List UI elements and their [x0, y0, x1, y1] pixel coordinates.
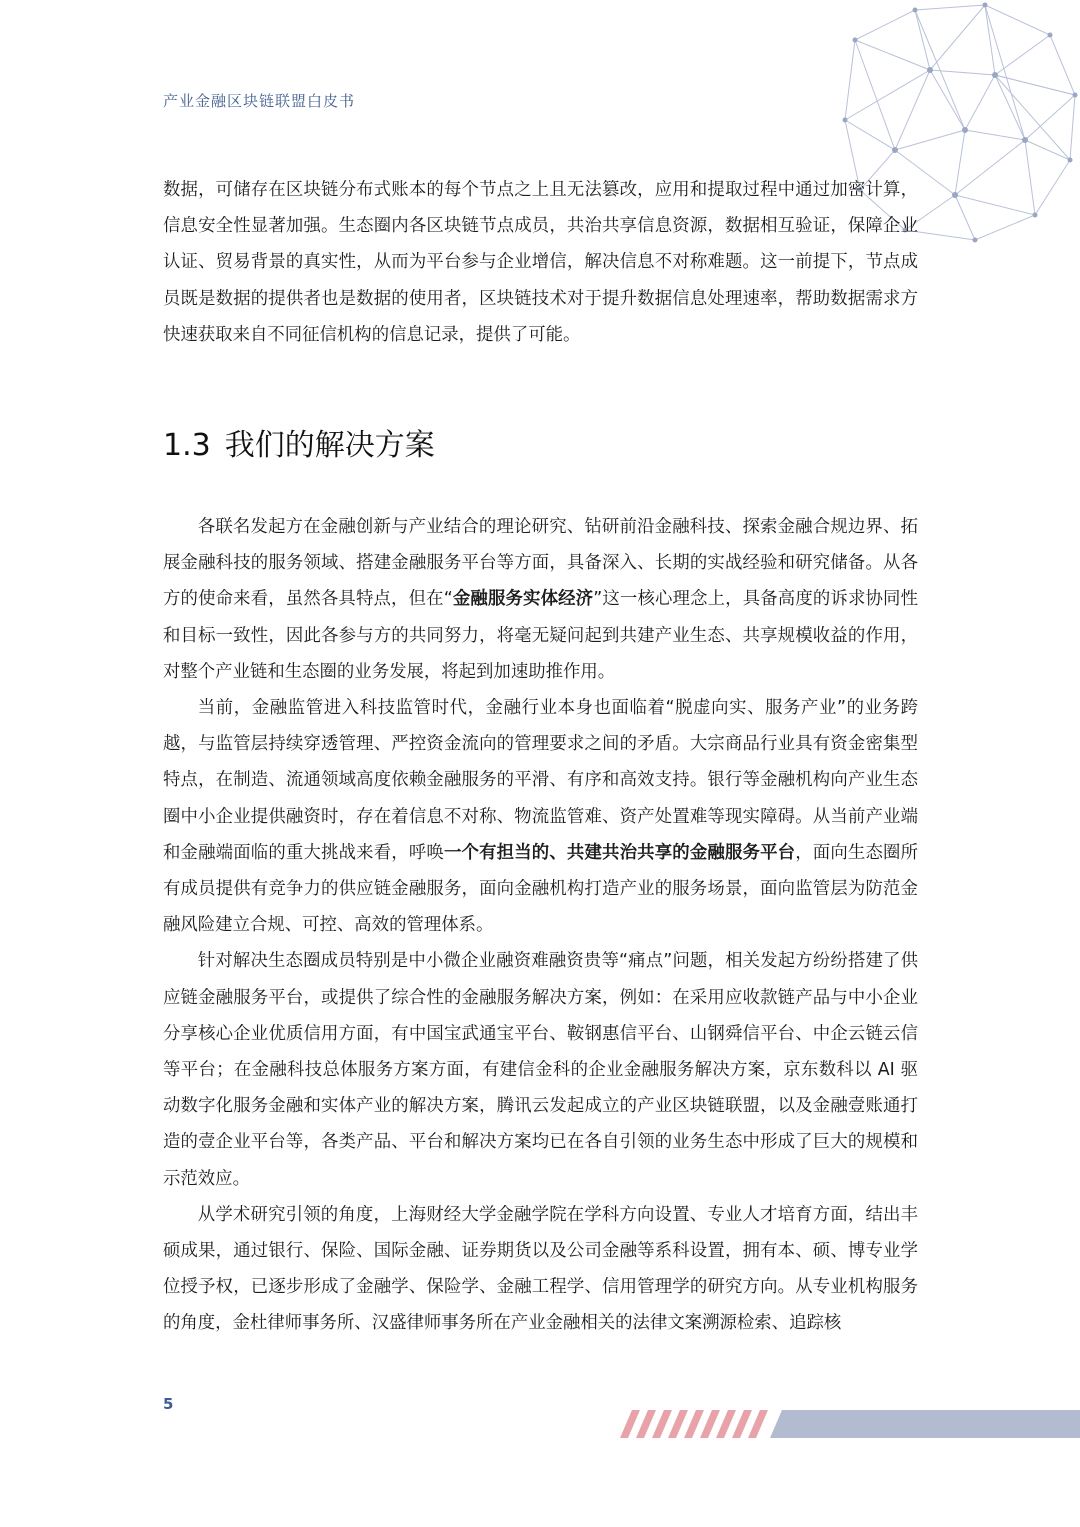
- section-title: 我们的解决方案: [224, 428, 435, 464]
- page-number: 5: [163, 1395, 174, 1413]
- paragraph-1-text: 各联名发起方在金融创新与产业结合的理论研究、钻研前沿金融科技、探索金融合规边界、拓展金融科技的服务领域、搭建金融服务平台等方面，具备深入、长期的实战经验和研究储备。从各方的使命来看，虽然各具特点，但在“: [163, 517, 918, 610]
- intro-paragraph: 数据，可储存在区块链分布式账本的每个节点之上且无法篡改，应用和提取过程中通过加密计算，信息安全性显著加强。生态圈内各区块链节点成员，共治共享信息资源，数据相互验证，保障企业认证、贸易背景的真实性，从而为平台参与企业增信，解决信息不对称难题。这一前提下，节点成员既是数据的提供者也是数据的使用者，区块链技术对于提升数据信息处理速率，帮助数据需求方快速获取来自不同征信机构的信息记录，提供了可能。: [163, 180, 918, 345]
- paragraph-2-text-end: ，面向生态圈所有成员提供有竞争力的供应链金融服务，面向金融机构打造产业的服务场景，面向监管层为防范金融风险建立合规、可控、高效的管理体系。: [163, 842, 918, 936]
- paragraph-1: [163, 509, 918, 690]
- paragraph-3: 针对解决生态圈成员特别是中小微企业融资难融资贵等“痛点”问题，相关发起方纷纷搭建了供应链金融服务平台，或提供了综合性的金融服务解决方案，例如：在采用应收款链产品与中小企业分享核心企业优质信用方面，有中国宝武通宝平台、鞍钢惠信平台、山钢舜信平台、中企云链云信等平台；在金融科技总体服务方案方面，有建信金科的企业金融服务解决方案，京东数科以 AI 驱动数字化服务金融和实体产业的解决方案，腾讯云发起成立的产业区块链联盟，以及金融壹账通打造的壹企业平台等，各类产品、平台和解决方案均已在各自引领的业务生态中形成了巨大的规模和示范效应。: [163, 951, 918, 1189]
- paragraph-1-text-end: ”这一核心理念上，具备高度的诉求协同性和目标一致性，因此各参与方的共同努力，将毫无疑问起到共建产业生态、共享规模收益的作用，对整个产业链和生态圈的业务发展，将起到加速助推作用。: [163, 589, 918, 682]
- paragraph-2-text: 当前，金融监管进入科技监管时代，金融行业本身也面临着“脱虚向实、服务产业”的业务跨越，与监管层持续穿透管理、严控资金流向的管理要求之间的矛盾。大宗商品行业具有资金密集型特点，在制造、流通领域高度依赖金融服务的平滑、有序和高效支持。银行等金融机构向产业生态圈中小企业提供融资时，存在着信息不对称、物流监管难、资产处置难等现实障碍。从当前产业端和金融端面临的重大挑战来看，呼唤: [163, 698, 918, 863]
- paragraph-2-emphasis: 一个有担当的、共建共治共享的金融服务平台: [443, 842, 796, 863]
- section-number: 1.3: [163, 428, 211, 464]
- main-content: [163, 172, 918, 1342]
- paragraph-1-emphasis: 金融服务实体经济: [452, 589, 594, 610]
- paragraph-4: 从学术研究引领的角度，上海财经大学金融学院在学科方向设置、专业人才培育方面，结出丰硕成果，通过银行、保险、国际金融、证券期货以及公司金融等系科设置，拥有本、硕、博专业学位授予权，已逐步形成了金融学、保险学、金融工程学、信用管理学的研究方向。从专业机构服务的角度，金杜律师事务所、汉盛律师事务所在产业金融相关的法律文案溯源检索、追踪核: [163, 1204, 918, 1334]
- striped-footer-decoration: [620, 1410, 1080, 1438]
- running-header: 产业金融区块链联盟白皮书: [163, 92, 356, 110]
- section-heading: [163, 426, 918, 466]
- paragraph-2: [163, 690, 918, 943]
